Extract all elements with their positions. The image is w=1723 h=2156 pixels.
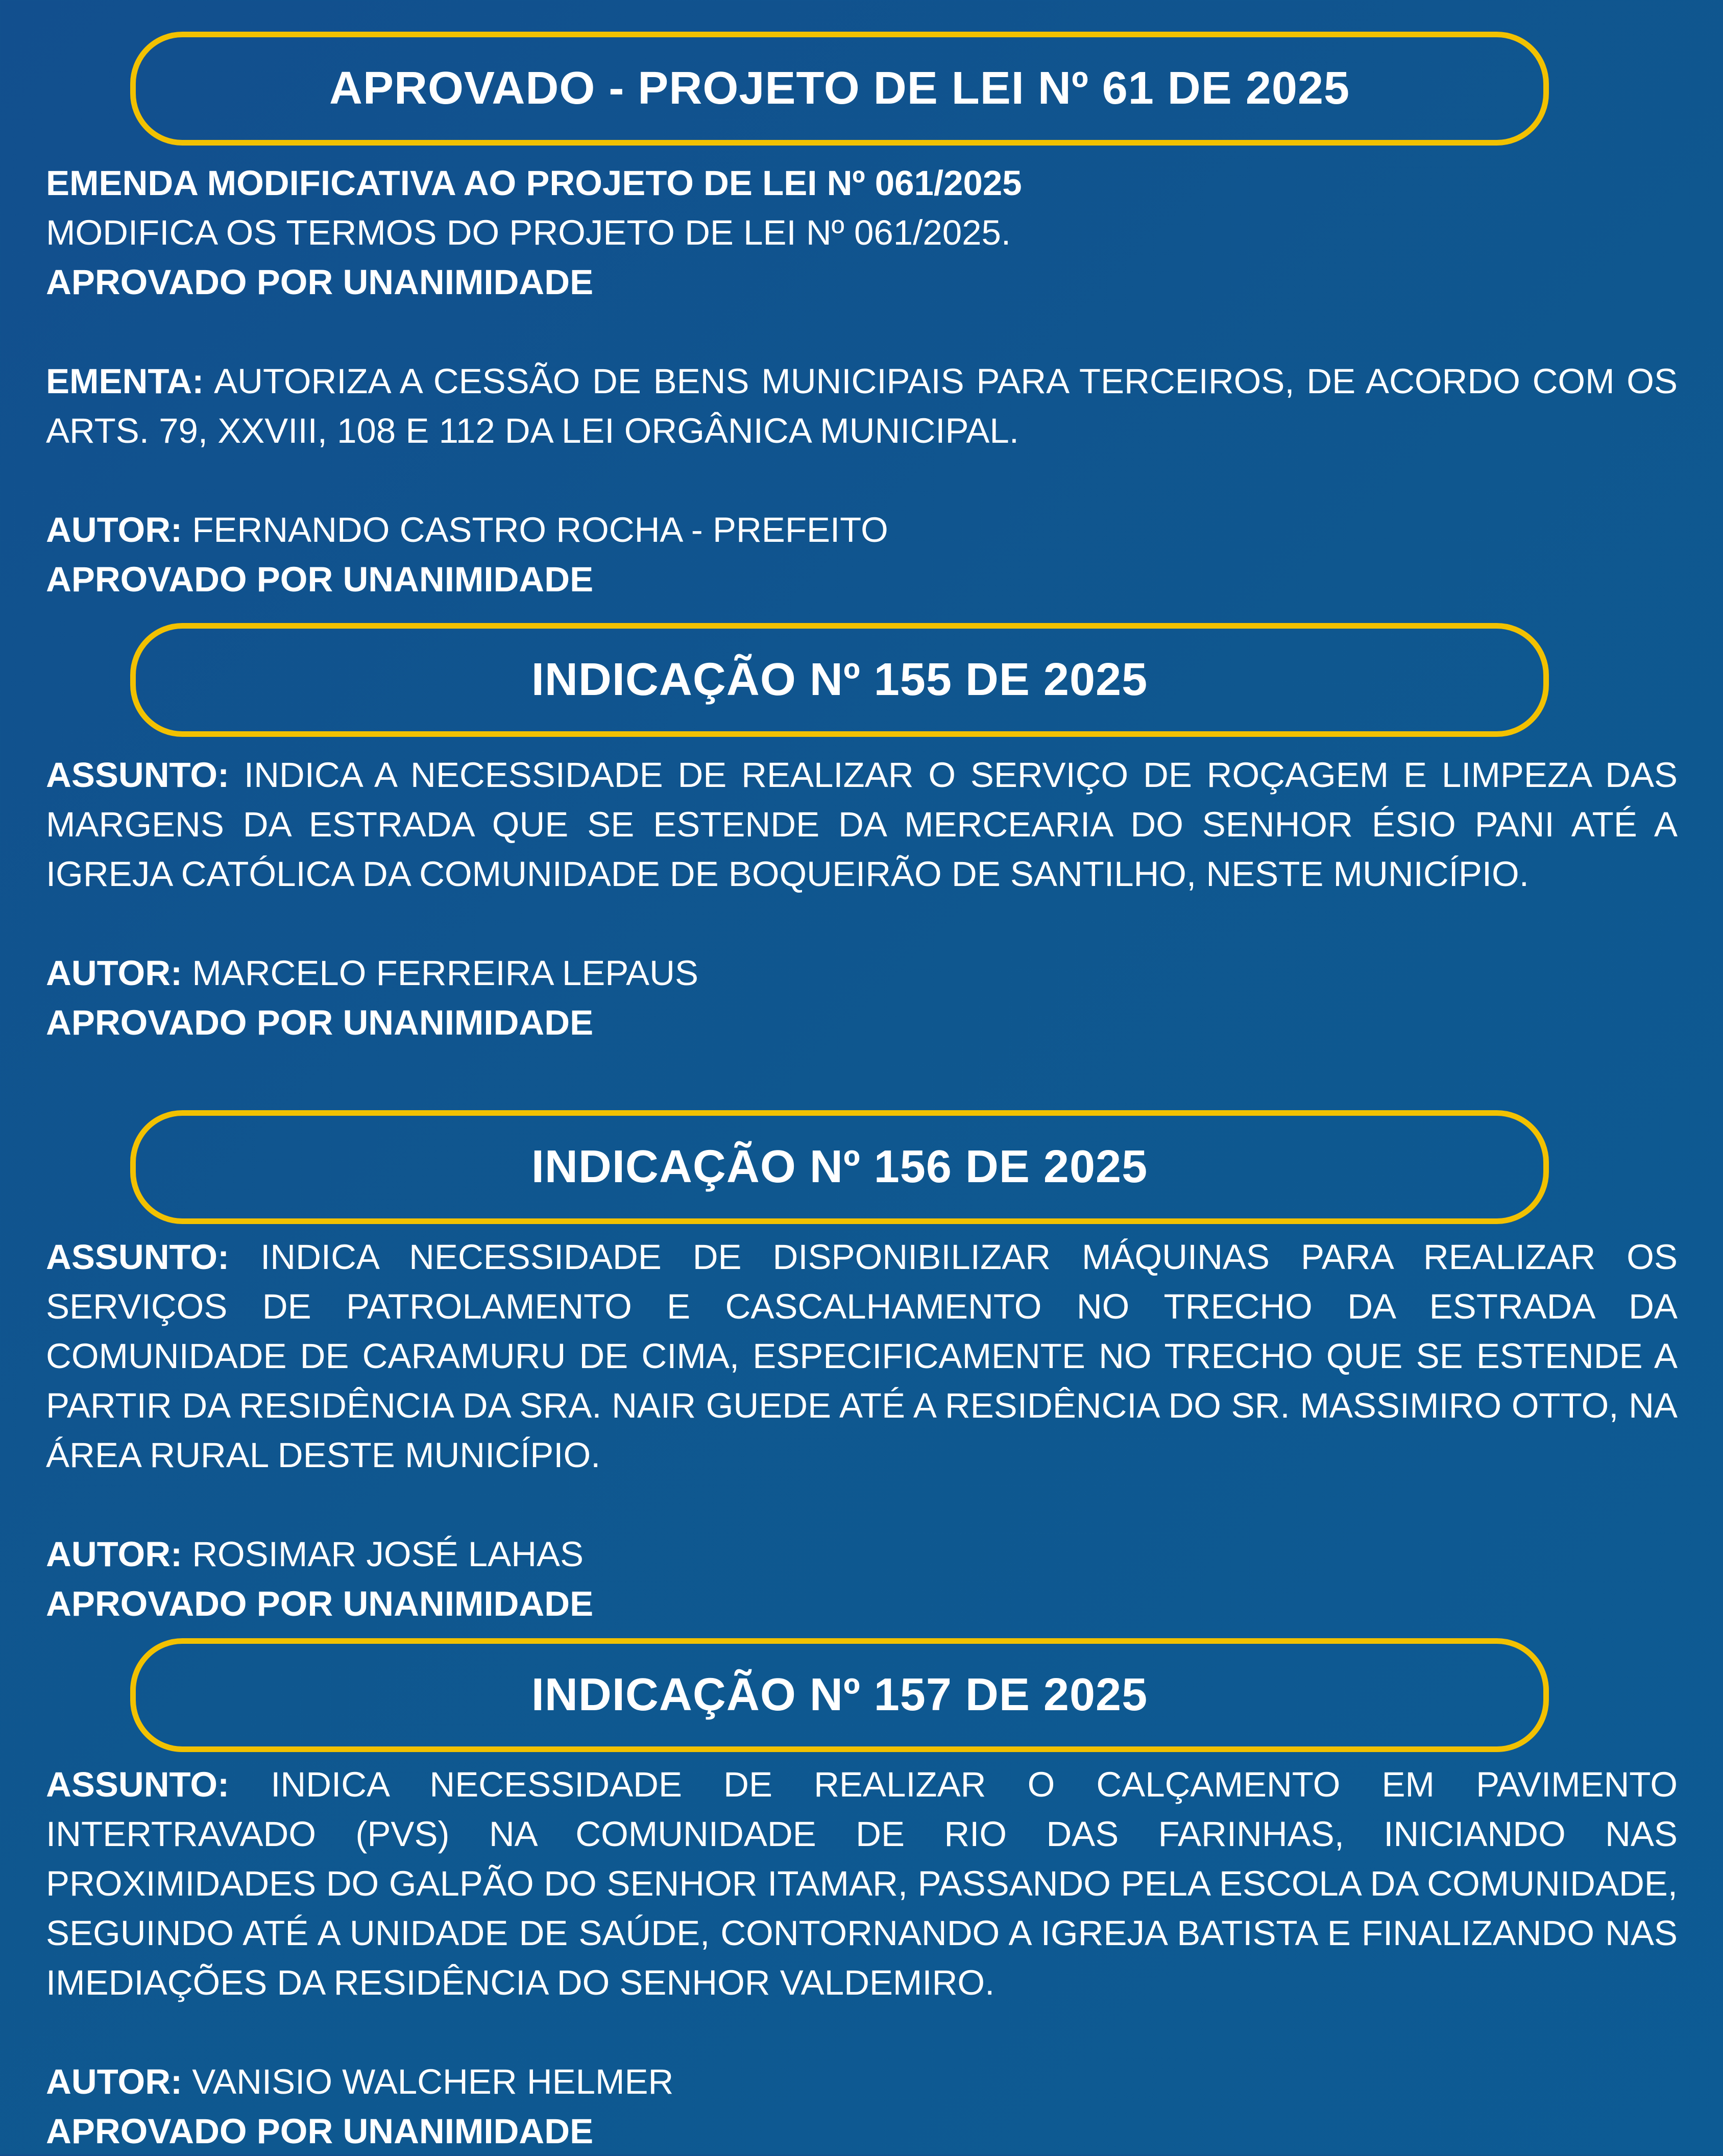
approval-status: APROVADO POR UNANIMIDADE bbox=[46, 560, 594, 599]
assunto-paragraph bbox=[46, 750, 1678, 899]
author-line bbox=[46, 505, 1678, 555]
assunto-paragraph bbox=[46, 1232, 1678, 1480]
section-header-indicacao-155 bbox=[130, 623, 1549, 737]
author-line bbox=[46, 948, 1678, 998]
section-body-projeto-lei-61 bbox=[46, 158, 1678, 604]
author-line bbox=[46, 1529, 1678, 1579]
assunto-label: ASSUNTO: bbox=[46, 755, 230, 795]
section-header-indicacao-157 bbox=[130, 1638, 1549, 1752]
assunto-label: ASSUNTO: bbox=[46, 1765, 230, 1804]
section-body-indicacao-157 bbox=[46, 1760, 1678, 2156]
ementa-label: EMENTA: bbox=[46, 362, 204, 401]
author-name: ROSIMAR JOSÉ LAHAS bbox=[192, 1535, 584, 1574]
amendment-status: APROVADO POR UNANIMIDADE bbox=[46, 262, 594, 302]
section-header-text: INDICAÇÃO Nº 155 DE 2025 bbox=[531, 654, 1148, 705]
section-header-projeto-lei-61 bbox=[130, 32, 1549, 146]
author-label: AUTOR: bbox=[46, 953, 183, 993]
section-header-indicacao-156 bbox=[130, 1110, 1549, 1224]
amendment-text: MODIFICA OS TERMOS DO PROJETO DE LEI Nº 061/2025. bbox=[46, 213, 1011, 252]
author-name: MARCELO FERREIRA LEPAUS bbox=[192, 953, 699, 993]
section-header-text: APROVADO - PROJETO DE LEI Nº 61 DE 2025 bbox=[329, 63, 1350, 114]
section-header-text: INDICAÇÃO Nº 157 DE 2025 bbox=[531, 1669, 1148, 1720]
assunto-paragraph bbox=[46, 1760, 1678, 2007]
author-line bbox=[46, 2057, 1678, 2106]
assunto-text: INDICA NECESSIDADE DE DISPONIBILIZAR MÁQUINAS PARA REALIZAR OS SERVIÇOS DE PATROLAMENTO E CASCALHAMENTO NO TRECHO DA ESTRADA DA COMUNIDADE DE CARAMURU DE CIMA, ESPECIFICAMENTE NO TRECHO QUE SE ESTENDE A PARTIR DA RESIDÊNCIA DA SRA. NAIR GUEDE ATÉ A RESIDÊNCIA DO SR. MASSIMIRO OTTO, NA ÁREA RURAL DESTE MUNICÍPIO. bbox=[46, 1237, 1678, 1475]
ementa-paragraph bbox=[46, 356, 1678, 456]
approval-status: APROVADO POR UNANIMIDADE bbox=[46, 1003, 594, 1042]
author-label: AUTOR: bbox=[46, 510, 183, 549]
amendment-title: EMENDA MODIFICATIVA AO PROJETO DE LEI Nº 061/2025 bbox=[46, 163, 1022, 203]
author-label: AUTOR: bbox=[46, 2062, 183, 2101]
assunto-text: INDICA A NECESSIDADE DE REALIZAR O SERVIÇO DE ROÇAGEM E LIMPEZA DAS MARGENS DA ESTRADA QUE SE ESTENDE DA MERCEARIA DO SENHOR ÉSIO PANI ATÉ A IGREJA CATÓLICA DA COMUNIDADE DE BOQUEIRÃO DE SANTILHO, NESTE MUNICÍPIO. bbox=[46, 755, 1678, 894]
approval-status: APROVADO POR UNANIMIDADE bbox=[46, 2112, 594, 2151]
author-name: VANISIO WALCHER HELMER bbox=[192, 2062, 674, 2101]
author-name: FERNANDO CASTRO ROCHA - PREFEITO bbox=[192, 510, 888, 549]
section-body-indicacao-155 bbox=[46, 750, 1678, 1047]
author-label: AUTOR: bbox=[46, 1535, 183, 1574]
section-header-text: INDICAÇÃO Nº 156 DE 2025 bbox=[531, 1141, 1148, 1192]
approval-status: APROVADO POR UNANIMIDADE bbox=[46, 1584, 594, 1623]
assunto-text: INDICA NECESSIDADE DE REALIZAR O CALÇAMENTO EM PAVIMENTO INTERTRAVADO (PVS) NA COMUNIDADE DE RIO DAS FARINHAS, INICIANDO NAS PROXIMIDADES DO GALPÃO DO SENHOR ITAMAR, PASSANDO PELA ESCOLA DA COMUNIDADE, SEGUINDO ATÉ A UNIDADE DE SAÚDE, CONTORNANDO A IGREJA BATISTA E FINALIZANDO NAS IMEDIAÇÕES DA RESIDÊNCIA DO SENHOR VALDEMIRO. bbox=[46, 1765, 1678, 2002]
ementa-text: AUTORIZA A CESSÃO DE BENS MUNICIPAIS PARA TERCEIROS, DE ACORDO COM OS ARTS. 79, XXVIII, 108 E 112 DA LEI ORGÂNICA MUNICIPAL. bbox=[46, 362, 1678, 450]
assunto-label: ASSUNTO: bbox=[46, 1237, 230, 1277]
section-body-indicacao-156 bbox=[46, 1232, 1678, 1628]
